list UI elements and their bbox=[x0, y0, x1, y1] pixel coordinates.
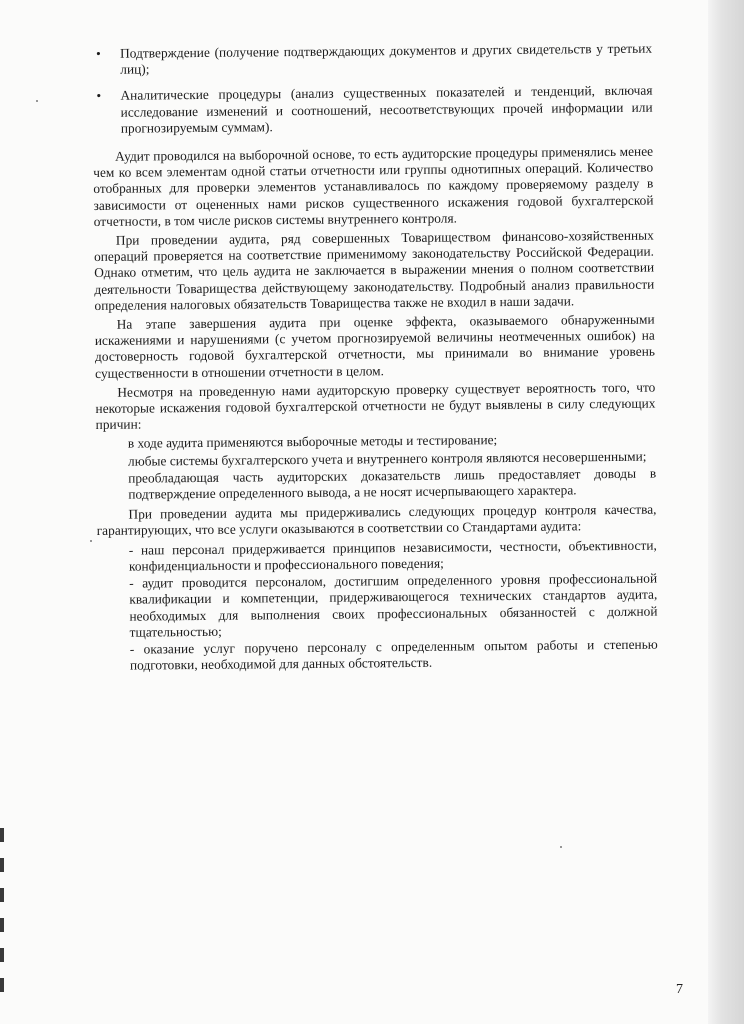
paragraph-materiality: На этапе завершения аудита при оценке эффекта, оказываемого обнаруженными искажениями и нарушениями (с учетом прогнозируемой величины неотмеченных ошибок) на достоверность годовой бухгалтерской отчетности, мы принимали во внимание уровень существенности в отношении отчетности в целом. bbox=[94, 311, 656, 381]
scan-speck bbox=[560, 846, 562, 848]
bullet-item bbox=[92, 41, 652, 79]
scan-speck bbox=[90, 540, 92, 542]
bullet-item bbox=[92, 83, 652, 137]
reason-item: в ходе аудита применяются выборочные методы и тестирование; bbox=[127, 432, 498, 452]
paragraph-legal-compliance: При проведении аудита, ряд совершенных Товариществом финансово-хозяйственных операций проверяется на соответствие применимому законодательству Российской Федерации. Однако отметим, что цель аудита не заключается в выражении мнения о полном соответствии деятельности Товарищества действующему законодательству. Подробный анализ правильности определения налоговых обязательств Товарищества также не входил в наши задачи. bbox=[93, 227, 655, 313]
page-number: 7 bbox=[676, 982, 683, 997]
quality-item: - наш персонал придерживается принципов независимости, честности, объективности, конфиденциальности и профессионального поведения; bbox=[128, 537, 657, 574]
quality-item: - оказание услуг поручено персоналу с определенным опытом работы и степенью подготовки, необходимой для данных обстоятельств. bbox=[129, 636, 658, 673]
document-body bbox=[92, 41, 658, 675]
binder-marks bbox=[0, 820, 8, 1020]
scan-speck bbox=[36, 100, 38, 102]
paragraph-sampling: Аудит проводился на выборочной основе, то есть аудиторские процедуры применялись менее чем ко всем элементам одной статьи отчетности или группы однотипных операций. Количество отобранных для проверки элементов устанавливалось по каждому проверяемому разделу в зависимости от оцененных нами рисков существенного искажения годовой бухгалтерской отчетности, в том числе рисков системы внутреннего контроля. bbox=[93, 143, 654, 229]
bullet-text: Аналитические процедуры (анализ существенных показателей и тенденций, включая исследование изменений и соотношений, несоответствующих прочей информации или прогнозируемым суммам). bbox=[120, 83, 653, 136]
scan-edge-shadow bbox=[708, 0, 744, 1024]
bullet-text: Подтверждение (получение подтверждающих документов и других свидетельств у третьих лиц); bbox=[119, 40, 653, 77]
reason-item: любые системы бухгалтерского учета и внутреннего контроля являются несовершенными; bbox=[127, 448, 647, 469]
paragraph-quality-intro: При проведении аудита мы придерживались следующих процедур контроля качества, гарантирующих, что все услуги оказываются в соответствии со Стандартами аудита: bbox=[96, 501, 657, 539]
bullet-icon: • bbox=[95, 45, 101, 61]
quality-item: - аудит проводится персоналом, достигшим определенного уровня профессиональной квалификации и компетенции, придерживающегося технических стандартов аудита, необходимых для выполнения своих профессиональных обязанностей с должной тщательностью; bbox=[129, 570, 658, 640]
reason-item: преобладающая часть аудиторских доказательств лишь предоставляет доводы в подтверждение определенного вывода, а не носят исчерпывающего характера. bbox=[128, 465, 657, 502]
bullet-icon: • bbox=[96, 88, 102, 104]
paragraph-risk-intro: Несмотря на проведенную нами аудиторскую проверку существует вероятность того, что некоторые искажения годовой бухгалтерской отчетности не будут выявлены в силу следующих причин: bbox=[95, 379, 656, 433]
